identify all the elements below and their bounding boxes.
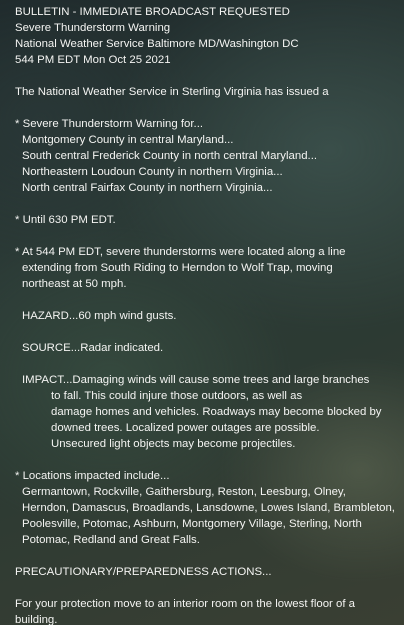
spacer — [15, 228, 401, 244]
warning-area: South central Frederick County in north central Maryland... — [22, 150, 318, 162]
bulletin-header: BULLETIN - IMMEDIATE BROADCAST REQUESTED — [15, 6, 290, 18]
locations-line: Poolesville, Potomac, Ashburn, Montgomery Village, Sterling, North — [22, 518, 362, 530]
impact-line: Unsecured light objects may become projectiles. — [51, 438, 296, 450]
hazard-text: HAZARD...60 mph wind gusts. — [22, 310, 177, 322]
impact-line: IMPACT...Damaging winds will cause some trees and large branches — [22, 374, 370, 386]
impact-line: damage homes and vehicles. Roadways may become blocked by — [51, 406, 382, 418]
storm-location-line: * At 544 PM EDT, severe thunderstorms were located along a line — [15, 246, 346, 258]
impact-line: downed trees. Localized power outages are possible. — [51, 422, 320, 434]
issue-time: 544 PM EDT Mon Oct 25 2021 — [15, 54, 171, 66]
spacer — [15, 100, 401, 116]
intro-text: The National Weather Service in Sterling Virginia has issued a — [15, 86, 329, 98]
warning-type: Severe Thunderstorm Warning — [15, 22, 171, 34]
spacer — [15, 580, 401, 596]
warning-title: * Severe Thunderstorm Warning for... — [15, 118, 204, 130]
spacer — [15, 324, 401, 340]
spacer — [15, 292, 401, 308]
source-text: SOURCE...Radar indicated. — [22, 342, 164, 354]
spacer — [15, 356, 401, 372]
spacer — [15, 68, 401, 84]
warning-area: Northeastern Loudoun County in northern Virginia... — [22, 166, 283, 178]
spacer — [15, 452, 401, 468]
until-time: * Until 630 PM EDT. — [15, 214, 116, 226]
protection-line: For your protection move to an interior room on the lowest floor of a — [15, 598, 355, 610]
spacer — [15, 548, 401, 564]
protection-line: building. — [15, 614, 58, 625]
locations-line: Germantown, Rockville, Gaithersburg, Reston, Leesburg, Olney, — [22, 486, 346, 498]
locations-line: Potomac, Redland and Great Falls. — [22, 534, 200, 546]
storm-location-line: extending from South Riding to Herndon to Wolf Trap, moving — [22, 262, 333, 274]
precautionary-title: PRECAUTIONARY/PREPAREDNESS ACTIONS... — [15, 566, 272, 578]
impact-line: to fall. This could injure those outdoors, as well as — [51, 390, 303, 402]
warning-area: Montgomery County in central Maryland... — [22, 134, 234, 146]
locations-line: Herndon, Damascus, Broadlands, Lansdowne, Lowes Island, Brambleton, — [22, 502, 395, 514]
spacer — [15, 196, 401, 212]
storm-location-line: northeast at 50 mph. — [22, 278, 127, 290]
weather-bulletin — [15, 4, 401, 625]
issuing-office: National Weather Service Baltimore MD/Washington DC — [15, 38, 299, 50]
warning-area: North central Fairfax County in northern Virginia... — [22, 182, 273, 194]
locations-title: * Locations impacted include... — [15, 470, 170, 482]
